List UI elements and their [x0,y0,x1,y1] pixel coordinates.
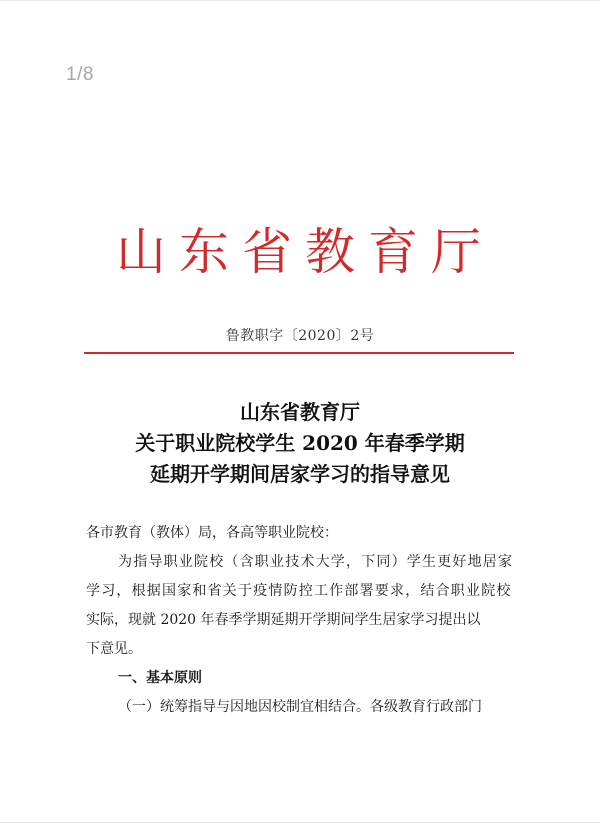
title-line-2: 关于职业院校学生 2020 年春季学期 [135,431,465,455]
paragraph-line: 为指导职业院校（含职业技术大学，下同）学生更好地居家 [118,554,514,570]
page-indicator: 1/8 [66,64,94,85]
paragraph-line: 实际，现就 2020 年春季学期延期开学期间学生居家学习提出以 [86,612,481,628]
paragraph-line: （一）统筹指导与因地因校制宜相结合。各级教育行政部门 [118,699,482,715]
document-body [86,519,518,722]
section-heading: 一、基本原则 [118,670,202,686]
document-title [0,397,600,490]
document-number: 鲁教职字〔2020〕2号 [225,328,375,344]
paragraph-line: 学习，根据国家和省关于疫情防控工作部署要求，结合职业院校 [86,583,512,599]
title-line-3: 延期开学期间居家学习的指导意见 [150,462,450,486]
title-line-1: 山东省教育厅 [240,400,360,424]
agency-letterhead: 山东省教育厅 [116,223,494,281]
paragraph-line: 下意见。 [86,641,142,657]
salutation: 各市教育（教体）局，各高等职业院校： [86,525,338,541]
page-edge-top [0,0,600,1]
red-divider-line [84,352,514,354]
